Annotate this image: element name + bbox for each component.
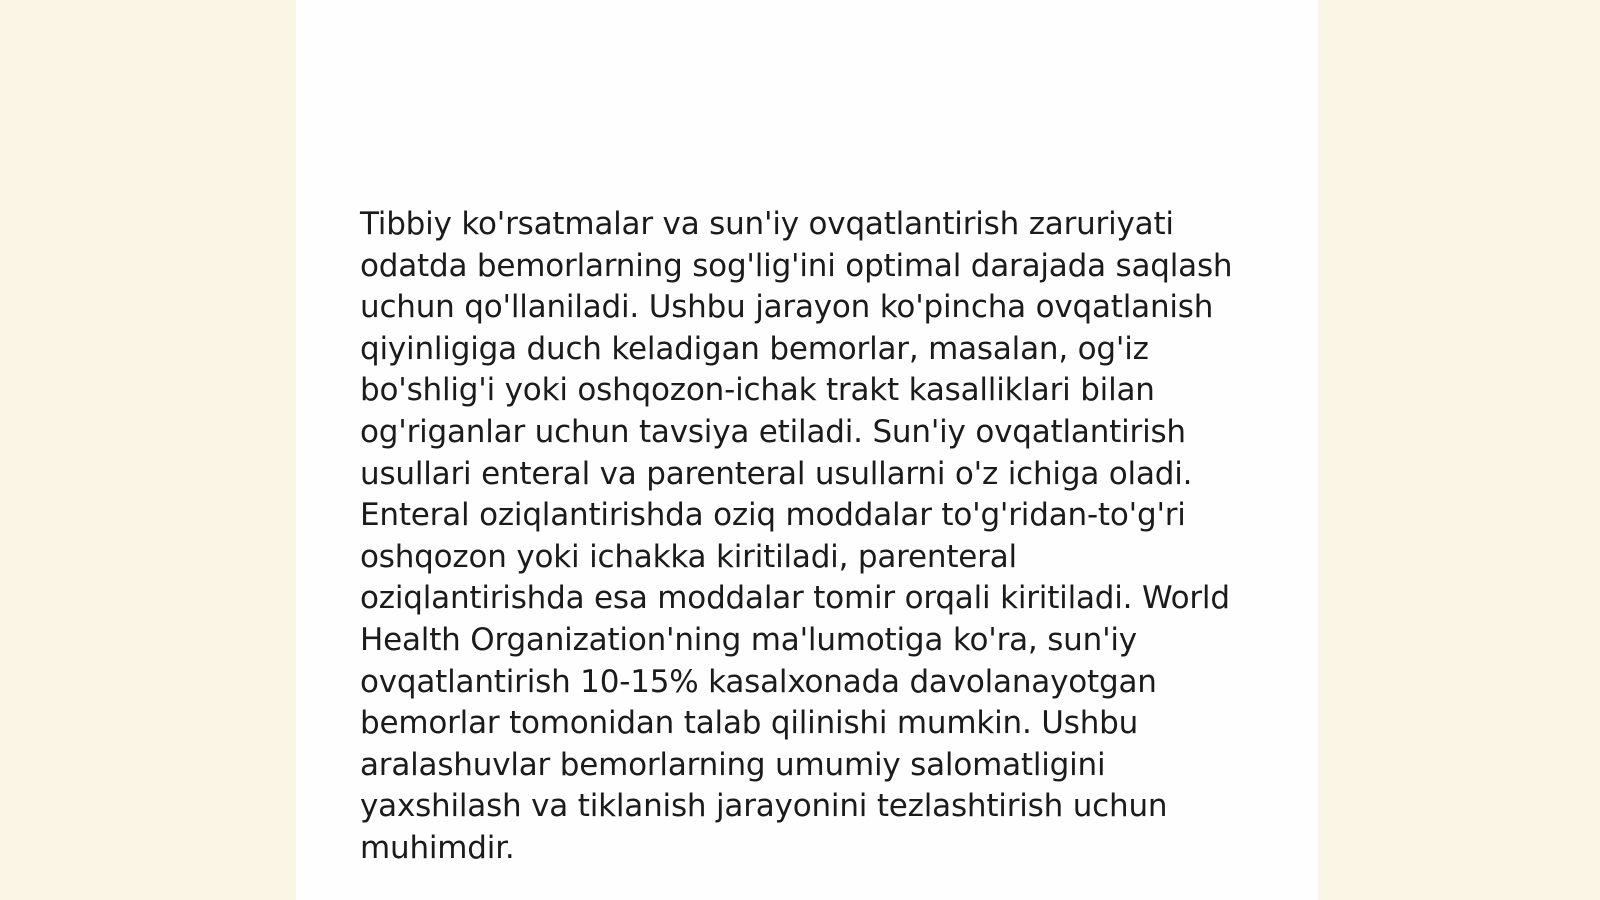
document-page: [296, 0, 1318, 900]
article-paragraph: Tibbiy ko'rsatmalar va sun'iy ovqatlantirish zaruriyati odatda bemorlarning sog'lig'ini optimal darajada saqlash uchun qo'llaniladi. Ushbu jarayon ko'pincha ovqatlanish qiyinligiga duch keladigan bemorlar, masalan, og'iz bo'shlig'i yoki oshqozon-ichak trakt kasalliklari bilan og'riganlar uchun tavsiya etiladi. Sun'iy ovqatlantirish usullari enteral va parenteral usullarni o'z ichiga oladi. Enteral oziqlantirishda oziq moddalar to'g'ridan-to'g'ri oshqozon yoki ichakka kiritiladi, parenteral oziqlantirishda esa moddalar tomir orqali kiritiladi. World Health Organization'ning ma'lumotiga ko'ra, sun'iy ovqatlantirish 10-15% kasalxonada davolanayotgan bemorlar tomonidan talab qilinishi mumkin. Ushbu aralashuvlar bemorlarning umumiy salomatligini yaxshilash va tiklanish jarayonini tezlashtirish uchun muhimdir.: [360, 206, 1233, 866]
